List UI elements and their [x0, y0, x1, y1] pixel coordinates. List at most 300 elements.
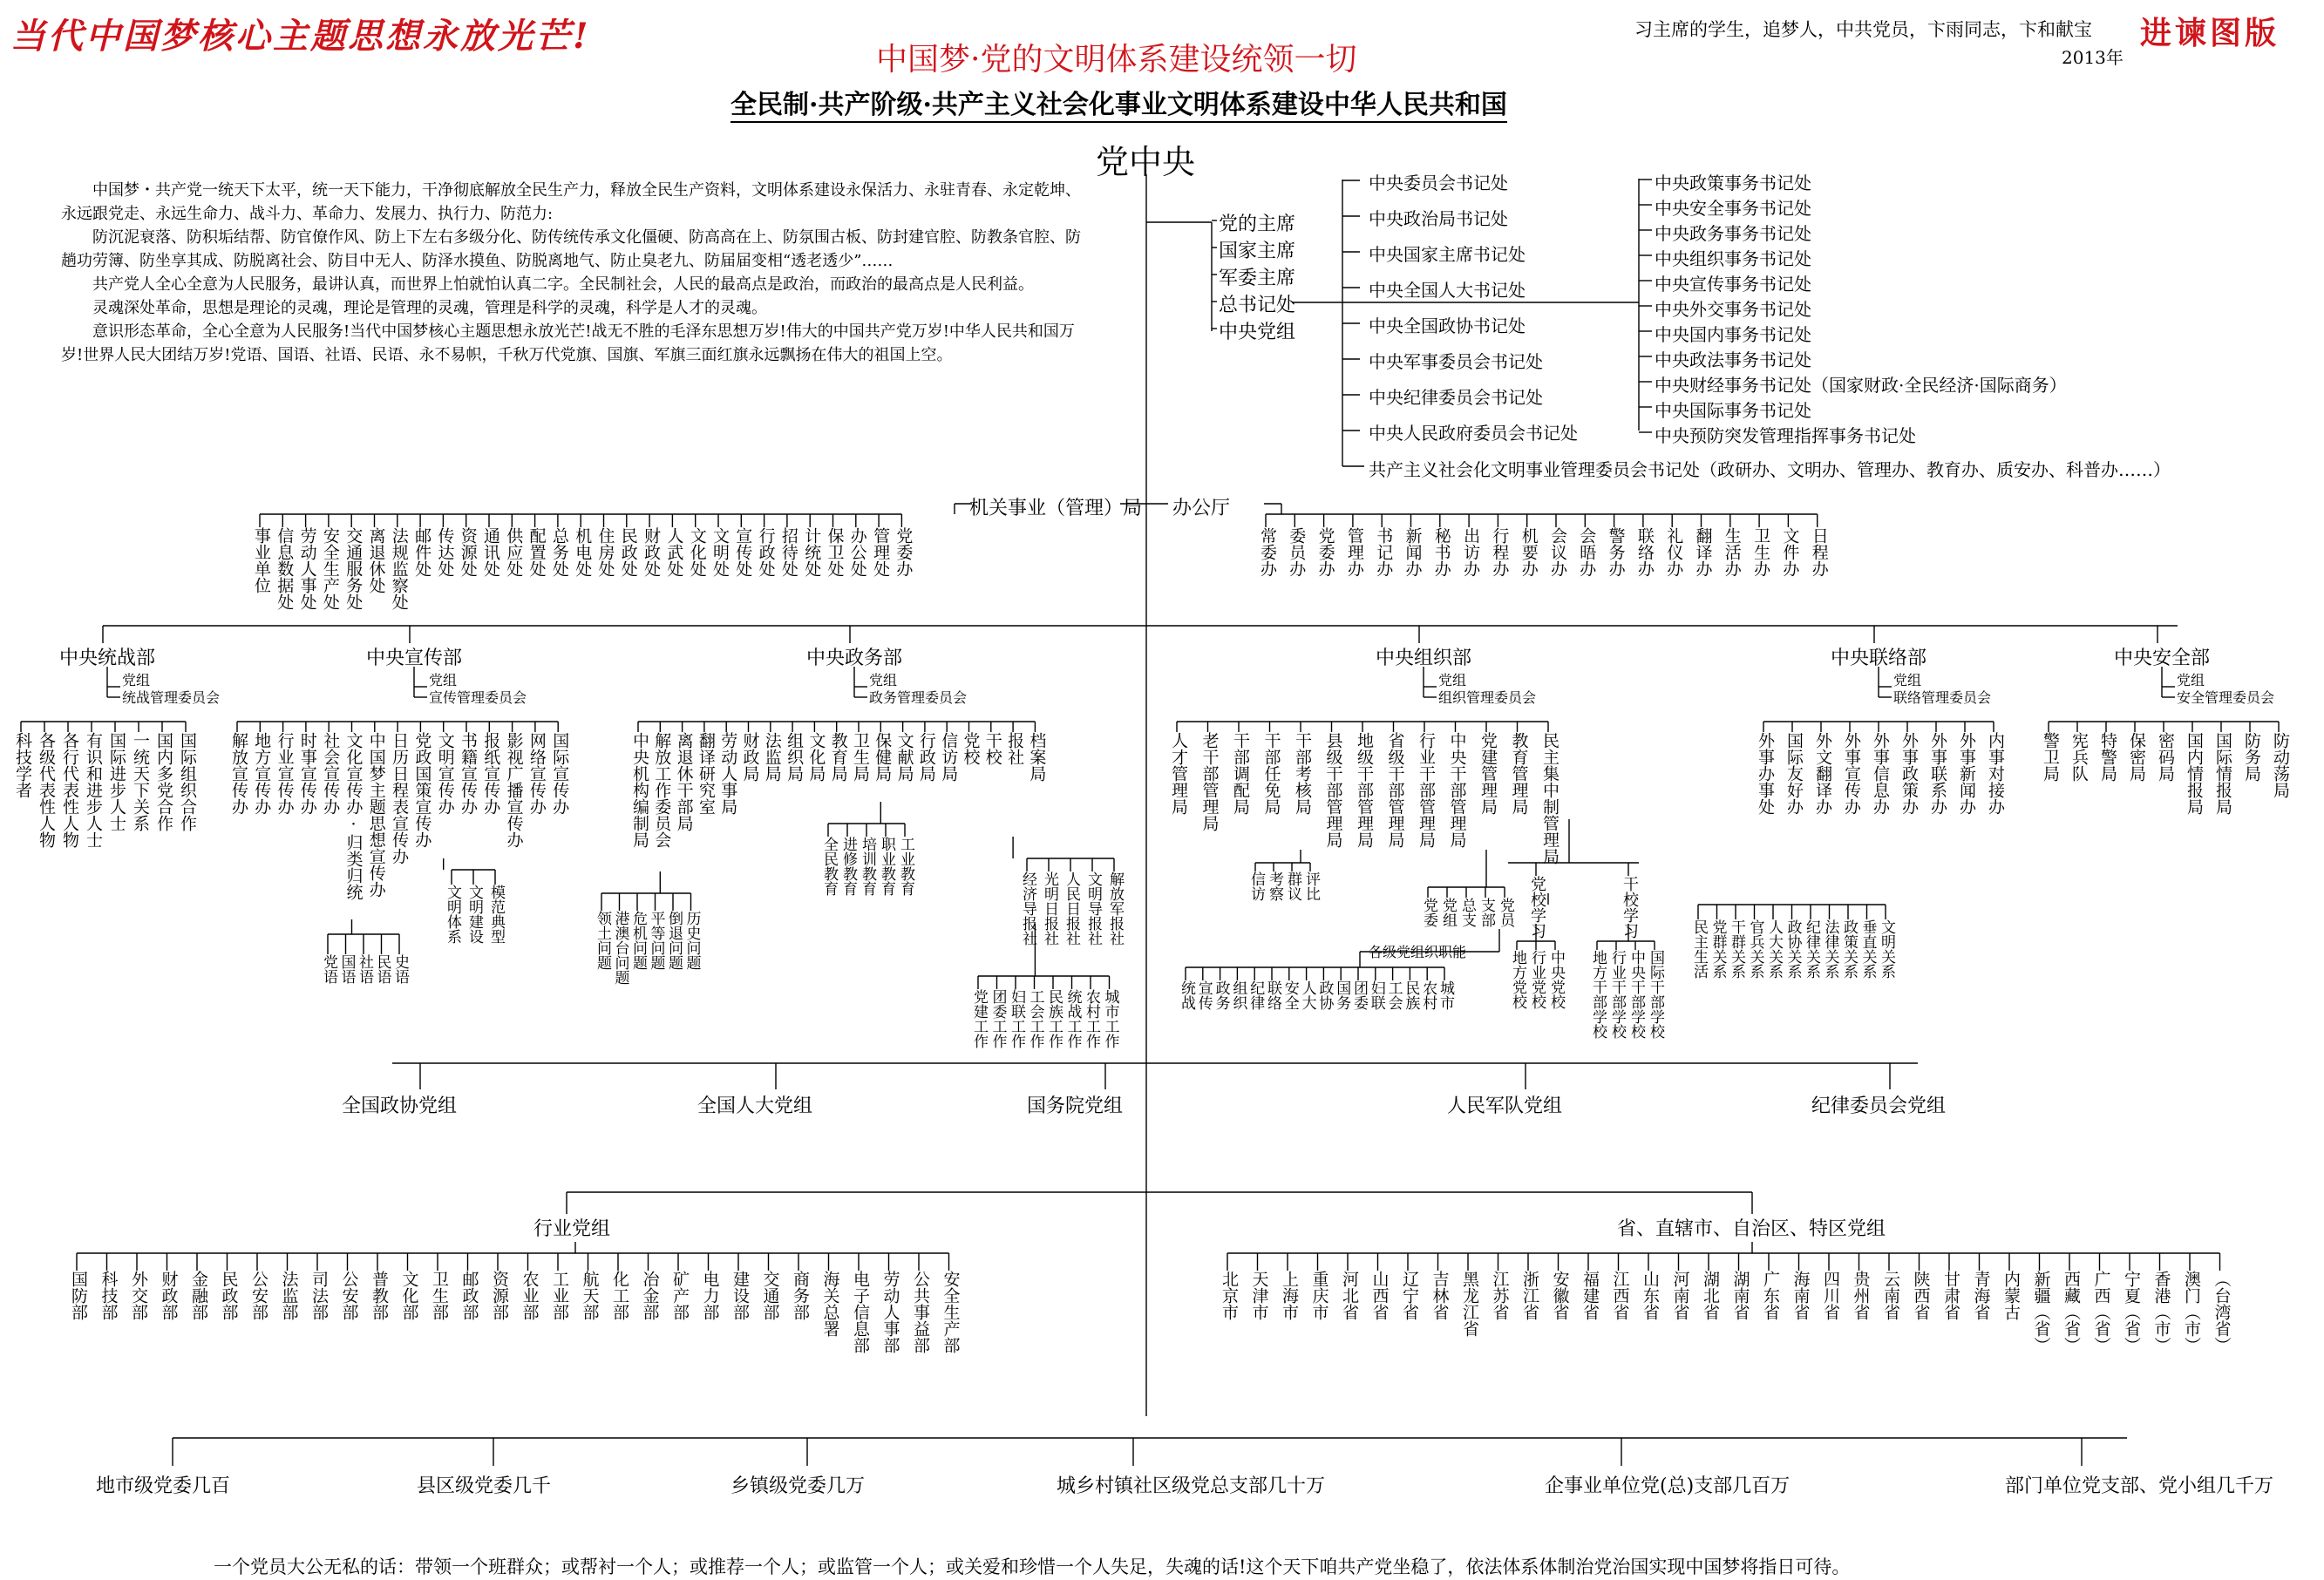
province-item: 黑龙江省 [1460, 1271, 1479, 1337]
jiguan-item: 机电处 [573, 527, 593, 577]
zuzhi-sub-item: 党组 [1439, 898, 1457, 927]
zhengwu-item: 中央机构编制局 [630, 732, 649, 848]
zhengwu-sub-item: 人民日报社 [1063, 871, 1080, 946]
secretariat-node: 中央全国人大书记处 [1369, 280, 1526, 301]
secretariat-node: 中央军事委员会书记处 [1369, 351, 1543, 372]
zuzhi-item: 中央干部管理局 [1447, 732, 1467, 848]
zuzhi-sub-item: 垂直关系 [1859, 919, 1877, 979]
industry-item: 航天部 [580, 1271, 600, 1320]
zhengwu-sub-item: 经济导报社 [1019, 871, 1036, 946]
zuzhi-sub-item: 总支 [1458, 898, 1476, 927]
zuzhi-sub-item: 中央党校 [1547, 950, 1565, 1009]
province-item: 青海省 [1971, 1271, 1991, 1320]
page-title: 中国梦·党的文明体系建设统领一切 [876, 42, 1357, 78]
zhengwu-item: 劳动人事局 [718, 732, 738, 815]
bangongting-item: 党委办 [1315, 527, 1335, 577]
zhengwu-sub-item: 培训教育 [859, 837, 876, 896]
intro-paragraph: 共产党人全心全意为人民服务，最讲认真，而世界上怕就怕认真二字。全民制社会，人民的最高点是政治，而政治的最高点是人民利益。 [92, 275, 1034, 294]
zhengwu-item: 组织局 [785, 732, 805, 782]
lianluo-item: 外事宣传办 [1842, 732, 1861, 815]
xuanchuan-sub-item: 模范典型 [487, 885, 505, 944]
xuanchuan-item: 行业宣传办 [275, 732, 295, 815]
zuzhi-item: 县级干部管理局 [1323, 732, 1343, 848]
zuzhi-sub-item: 政协 [1315, 980, 1334, 1010]
xuanchuan-sub-item: 党语 [320, 954, 337, 984]
jiguan-item: 人武处 [664, 527, 684, 577]
jiguan-item: 离退休处 [366, 527, 386, 593]
jiguan-item: 管理处 [871, 527, 891, 577]
zhengwu-item: 文献局 [894, 732, 914, 782]
zuzhi-sub-item: 团委 [1350, 980, 1368, 1010]
industry-item: 国防部 [69, 1271, 88, 1320]
committee-label: 安全管理委员会 [2177, 689, 2275, 706]
zhengwu-item: 卫生局 [851, 732, 870, 782]
industry-item: 金融部 [189, 1271, 208, 1320]
province-item: 北京市 [1220, 1271, 1239, 1320]
province-item: 云南省 [1881, 1271, 1900, 1320]
bangongting-item: 出访办 [1461, 527, 1481, 577]
xuanchuan-item: 网络宣传办 [527, 732, 547, 815]
xuanchuan-item: 影视广播宣传办 [504, 732, 524, 848]
zhengwu-item: 党校 [961, 732, 981, 765]
zuzhi-item: 民主集中制管理局 [1540, 732, 1560, 865]
lianluo-item: 外事政策办 [1899, 732, 1919, 815]
committee-label: 党组 [869, 672, 898, 688]
xuanchuan-item: 书籍宣传办 [459, 732, 478, 815]
zhengwu-sub-item: 党建工作 [970, 989, 988, 1048]
zuzhi-sub-item: 农村 [1419, 980, 1437, 1010]
department-node: 中央安全部 [2114, 648, 2211, 669]
party-group-node: 国务院党组 [1027, 1095, 1124, 1117]
lianluo-item: 外事联系办 [1928, 732, 1947, 815]
bangongting-item: 翻译办 [1693, 527, 1713, 577]
jiguan-item: 事业单位 [252, 527, 271, 593]
jiguan-item: 保卫处 [825, 527, 845, 577]
party-group-node: 纪律委员会党组 [1811, 1095, 1947, 1117]
province-item: 广东省 [1761, 1271, 1780, 1320]
zuzhi-sub-item: 国际干部学校 [1647, 950, 1664, 1039]
intro-paragraph: 意识形态革命，全心全意为人民服务!当代中国梦核心主题思想永放光芒!战无不胜的毛泽东思想万岁!伟大的中国共产党万岁!中华人民共和国万岁!世界人民大团结万岁!党语、国语、社语、民语、永不易帜，千秋万代党旗、国旗、军旗三面红旗永远飘扬在伟大的祖国上空。 [61, 322, 1075, 364]
jiguan-item: 安全生产处 [320, 527, 340, 610]
province-item: 西藏（省） [2062, 1271, 2081, 1353]
level-node: 企事业单位党(总)支部几百万 [1545, 1475, 1791, 1497]
zhengwu-item: 信访局 [939, 732, 959, 782]
zuzhi-sub-item: 国务 [1333, 980, 1351, 1010]
jiguan-item: 资源处 [458, 527, 478, 577]
zhengwu-item: 行政局 [916, 732, 936, 782]
brand-label: 进谏图版 [2140, 15, 2280, 51]
zhengwu-sub-item: 进修教育 [839, 837, 857, 896]
intro-paragraph: 灵魂深处革命，思想是理论的灵魂，理论是管理的灵魂，管理是科学的灵魂，科学是人才的灵魂。 [92, 299, 767, 317]
industry-item: 普教部 [370, 1271, 389, 1320]
industry-item: 劳动人事部 [880, 1271, 900, 1353]
zuzhi-sub-item: 中央干部学校 [1627, 950, 1645, 1039]
level-node: 县区级党委几千 [417, 1475, 552, 1497]
industry-item: 建设部 [730, 1271, 750, 1320]
jiguan-item: 文化处 [687, 527, 707, 577]
zuzhi-sub-item: 工会 [1384, 980, 1403, 1010]
zhengwu-sub-item: 农村工作 [1083, 989, 1100, 1048]
industry-item: 民政部 [219, 1271, 239, 1320]
bangongting-item: 会晤办 [1577, 527, 1597, 577]
slogan-left: 当代中国梦核心主题思想永放光芒! [10, 16, 591, 57]
zuzhi-sub-item: 干群关系 [1728, 919, 1745, 979]
industry-item: 电子信息部 [851, 1271, 870, 1353]
industry-item: 外交部 [129, 1271, 148, 1320]
affairs-node: 中央预防突发管理指挥事务书记处 [1655, 425, 1916, 446]
bangongting-item: 会议办 [1548, 527, 1567, 577]
lianluo-item: 国际友好办 [1784, 732, 1804, 815]
affairs-node: 中央外交事务书记处 [1655, 299, 1811, 320]
jiguan-item: 行政处 [756, 527, 776, 577]
zuzhi-sub-item: 政务 [1212, 980, 1230, 1010]
affairs-node: 中央政法事务书记处 [1655, 349, 1811, 370]
level-node: 地市级党委几百 [96, 1475, 231, 1497]
xuanchuan-item: 文明宣传办 [435, 732, 455, 815]
zuzhi-sub-item: 官兵关系 [1746, 919, 1764, 979]
zuzhi-sub-item: 评比 [1302, 871, 1320, 901]
affairs-node: 中央政策事务书记处 [1655, 173, 1811, 193]
jiguan-item: 文明处 [710, 527, 730, 577]
xuanchuan-item: 党政国策宣传办 [412, 732, 432, 848]
tongzhan-item: 有识和进步人士 [84, 732, 103, 848]
industry-item: 安全生产部 [941, 1271, 961, 1353]
party-group-node: 全国政协党组 [342, 1095, 458, 1117]
zuzhi-item: 人才管理局 [1169, 732, 1188, 815]
zuzhi-sub-item: 纪律 [1247, 980, 1265, 1010]
committee-label: 党组 [1438, 672, 1467, 688]
department-node: 中央政务部 [806, 648, 903, 669]
province-item: 上海市 [1280, 1271, 1299, 1320]
industry-node: 行业党组 [533, 1218, 611, 1240]
committee-label: 统战管理委员会 [122, 689, 221, 706]
province-node: 省、直辖市、自治区、特区党组 [1617, 1218, 1886, 1240]
lianluo-item: 外事信息办 [1871, 732, 1890, 815]
zuzhi-sub-item: 纪律关系 [1803, 919, 1820, 979]
xuanchuan-item: 日历日程表宣传办 [390, 732, 410, 865]
zhengwu-sub-item: 团委工作 [989, 989, 1007, 1048]
affairs-node: 中央国内事务书记处 [1655, 324, 1811, 345]
province-item: 江苏省 [1490, 1271, 1510, 1320]
province-item: 内蒙古 [2001, 1271, 2021, 1320]
province-item: 甘肃省 [1941, 1271, 1960, 1320]
province-item: 山东省 [1641, 1271, 1660, 1320]
year-label: 2013年 [2062, 47, 2124, 68]
xuanchuan-item: 文化宣传办·归类归统 [343, 732, 364, 900]
zhengwu-sub-item: 妇联工作 [1008, 989, 1025, 1048]
leader-node: 党的主席 [1219, 214, 1296, 235]
jiguan-item: 邮件处 [412, 527, 432, 577]
lianluo-item: 内事对接办 [1986, 732, 2005, 815]
footer-text: 一个党员大公无私的话：带领一个班群众；或帮衬一个人；或推荐一个人；或监管一个人；或关爱和珍惜一个人失足，失魂的话!这个天下咱共产党坐稳了，依法体系体制治党治国实现中国梦将指日可待。 [214, 1556, 1851, 1577]
zuzhi-sub-item: 信访 [1247, 871, 1265, 901]
jiguan-item: 通讯处 [481, 527, 500, 577]
zhengwu-sub-item: 领土问题 [594, 911, 611, 970]
zhengwu-sub-item: 解放军报社 [1106, 871, 1124, 946]
province-item: 安徽省 [1550, 1271, 1570, 1320]
province-item: 澳门（市） [2182, 1271, 2201, 1353]
anquan-item: 保密局 [2127, 732, 2146, 782]
bangongting-item: 卫生办 [1751, 527, 1771, 577]
zhengwu-item: 法监局 [762, 732, 782, 782]
industry-item: 财政部 [159, 1271, 179, 1320]
secretariat-node: 中央纪律委员会书记处 [1369, 387, 1543, 408]
province-item: 贵州省 [1851, 1271, 1871, 1320]
level-node: 部门单位党支部、党小组几千万 [2005, 1475, 2274, 1497]
zuzhi-sub-item: 民族 [1402, 980, 1420, 1010]
intro-text [61, 179, 1090, 367]
province-item: 福建省 [1580, 1271, 1600, 1320]
zuzhi-sub-item: 文明关系 [1878, 919, 1895, 979]
committee-label: 党组 [122, 672, 151, 688]
zuzhi-item: 干部考核局 [1293, 732, 1312, 815]
author-line: 习主席的学生，追梦人，中共党员，卞雨同志，卞和献宝 [1634, 19, 2092, 40]
zhengwu-sub-item: 文明导报社 [1084, 871, 1102, 946]
lianluo-item: 外文翻译办 [1813, 732, 1832, 815]
anquan-item: 国内情报局 [2185, 732, 2204, 815]
jiguan-item: 信息数据处 [275, 527, 295, 610]
zuzhi-item: 地级干部管理局 [1355, 732, 1374, 848]
commission-node: 共产主义社会化文明事业管理委员会书记处（政研办、文明办、管理办、教育办、质安办、科普办……） [1369, 459, 2171, 480]
committee-label: 政务管理委员会 [869, 689, 968, 706]
bangongting-item: 常委办 [1258, 527, 1277, 577]
anquan-item: 宪兵队 [2069, 732, 2089, 782]
level-node: 乡镇级党委几万 [730, 1475, 866, 1497]
industry-item: 公安部 [339, 1271, 359, 1320]
zuzhi-sub-item: 政策关系 [1840, 919, 1858, 979]
industry-item: 法监部 [279, 1271, 299, 1320]
zhengwu-sub-item: 工会工作 [1026, 989, 1044, 1048]
zhengwu-item: 解放工作委员会 [652, 732, 672, 848]
zhengwu-item: 保健局 [873, 732, 893, 782]
bangongting-item: 行程办 [1490, 527, 1510, 577]
zhengwu-sub-item: 民族工作 [1045, 989, 1063, 1048]
province-item: 新疆（省） [2031, 1271, 2051, 1353]
department-node: 中央统战部 [59, 648, 156, 669]
zuzhi-item: 老干部管理局 [1199, 732, 1220, 831]
zhengwu-sub-item: 职业教育 [878, 837, 895, 896]
committee-label: 宣传管理委员会 [429, 689, 527, 706]
tongzhan-item: 各行代表性人物 [60, 732, 79, 848]
xuanchuan-sub-item: 文明体系 [444, 885, 461, 944]
committee-label: 党组 [2177, 672, 2205, 688]
committee-label: 党组 [429, 672, 458, 688]
secretariat-node: 中央国家主席书记处 [1369, 244, 1526, 265]
party-group-node: 人民军队党组 [1447, 1095, 1563, 1117]
zuzhi-sub-item: 城市 [1437, 980, 1454, 1010]
zhengwu-sub-item: 光明日报社 [1041, 871, 1058, 946]
tongzhan-item: 国际组织合作 [178, 732, 197, 831]
root-node: 党中央 [1096, 143, 1196, 181]
jiguan-item: 交通服务处 [343, 527, 364, 610]
industry-item: 冶金部 [640, 1271, 660, 1320]
jiguan-item: 传达处 [435, 527, 455, 577]
industry-item: 邮政部 [459, 1271, 479, 1320]
anquan-item: 国际情报局 [2213, 732, 2232, 815]
zuzhi-sub-item: 地方干部学校 [1589, 950, 1607, 1039]
industry-item: 工业部 [550, 1271, 569, 1320]
zuzhi-sub-item: 考察 [1266, 871, 1283, 901]
zuzhi-sub-item: 民主生活 [1690, 919, 1708, 979]
bangongting-item: 秘书办 [1431, 527, 1451, 577]
intro-paragraph: 中国梦・共产党一统天下太平，统一天下能力，干净彻底解放全民生产力，释放全民生产资料，文明体系建设永保活力、永驻青春、永定乾坤、永远跟党走、永远生命力、战斗力、革命力、发展力、执行力、防范力: [61, 181, 1081, 223]
zuzhi-sub-item: 安全 [1281, 980, 1299, 1010]
jiguan-node: 机关事业（管理）局 [969, 498, 1143, 519]
zuzhi-sub-item: 党群关系 [1709, 919, 1727, 979]
jiguan-item: 财政处 [642, 527, 662, 577]
province-item: 河北省 [1340, 1271, 1359, 1320]
xuanchuan-sub-item: 国语 [337, 954, 356, 984]
zuzhi-sub-item: 党委 [1420, 898, 1437, 927]
zuzhi-sub-item: 政协关系 [1784, 919, 1802, 979]
zuzhi-item: 干部调配局 [1231, 732, 1250, 815]
zhengwu-sub-item: 平等问题 [647, 911, 665, 970]
industry-item: 卫生部 [430, 1271, 449, 1320]
leader-node: 国家主席 [1219, 241, 1296, 262]
xuanchuan-item: 时事宣传办 [297, 732, 317, 815]
zuzhi-sub-item: 党员 [1497, 898, 1514, 927]
industry-item: 商务部 [791, 1271, 810, 1320]
zuzhi-sub-item: 支部 [1478, 898, 1495, 927]
xuanchuan-item: 解放宣传办 [229, 732, 248, 815]
secretariat-node: 中央全国政协书记处 [1369, 315, 1526, 336]
province-item: 海南省 [1791, 1271, 1811, 1320]
jiguan-item: 住房处 [595, 527, 615, 577]
industry-item: 海关总署 [820, 1271, 840, 1337]
leader-node: 中央党组 [1219, 322, 1296, 343]
province-item: 重庆市 [1309, 1271, 1329, 1320]
xuanchuan-sub-item: 文明建设 [465, 885, 483, 944]
province-item: 陕西省 [1911, 1271, 1931, 1320]
affairs-node: 中央组织事务书记处 [1655, 248, 1811, 269]
zhengwu-item: 离退休干部局 [674, 732, 694, 831]
xuanchuan-item: 国际宣传办 [550, 732, 570, 815]
xuanchuan-sub-item: 民语 [373, 954, 391, 984]
department-node: 中央宣传部 [366, 648, 463, 669]
zuzhi-sub-item: 妇联 [1367, 980, 1385, 1010]
xuanchuan-item: 报纸宣传办 [481, 732, 501, 815]
zhengwu-item: 翻译研究室 [696, 732, 716, 815]
industry-item: 电力部 [700, 1271, 720, 1320]
tongzhan-item: 国际进步人士 [107, 732, 126, 831]
zhengwu-item: 教育局 [828, 732, 848, 782]
province-item: 浙江省 [1520, 1271, 1539, 1320]
jiguan-item: 党委办 [894, 527, 914, 577]
affairs-node: 中央政务事务书记处 [1655, 223, 1811, 244]
secretariat-node: 中央政治局书记处 [1369, 208, 1508, 229]
jiguan-item: 办公处 [847, 527, 867, 577]
bangongting-item: 礼仪办 [1664, 527, 1684, 577]
secretariat-node: 中央人民政府委员会书记处 [1369, 423, 1578, 444]
affairs-node: 中央安全事务书记处 [1655, 198, 1811, 219]
xuanchuan-sub-item: 史语 [391, 954, 409, 984]
bangongting-item: 管理办 [1344, 527, 1364, 577]
tongzhan-item: 一统天下关系 [131, 732, 150, 831]
zhengwu-sub-item: 统战工作 [1063, 989, 1082, 1048]
industry-item: 化工部 [610, 1271, 629, 1320]
industry-item: 公安部 [249, 1271, 268, 1320]
industry-item: 矿产部 [670, 1271, 690, 1320]
intro-paragraph: 防沉泥衰落、防积垢结帮、防官僚作风、防上下左右多级分化、防传统传承文化僵硬、防高高在上、防氛围古板、防封建官腔、防教条官腔、防趟功劳簿、防坐享其成、防脱离社会、防目中无人、防泽水摸鱼、防脱离地气、防止臭老九、防届届变相“透老透少”…… [61, 228, 1081, 270]
industry-item: 科技部 [99, 1271, 119, 1320]
department-node: 中央组织部 [1376, 648, 1472, 669]
tongzhan-item: 国内多党合作 [154, 732, 173, 831]
zhengwu-sub-item: 工业教育 [897, 837, 914, 896]
committee-label: 组织管理委员会 [1438, 689, 1537, 706]
zhengwu-sub-item: 城市工作 [1101, 989, 1119, 1048]
zuzhi-function-label: 各级党组织职能 [1369, 944, 1467, 960]
province-item: 江西省 [1610, 1271, 1630, 1320]
anquan-item: 特警局 [2098, 732, 2117, 782]
affairs-node: 中央宣传事务书记处 [1655, 274, 1811, 295]
tongzhan-item: 各级代表性人物 [37, 732, 56, 848]
zuzhi-sub-item: 行业党校 [1528, 950, 1546, 1009]
province-item: （台湾省） [2212, 1271, 2232, 1353]
industry-item: 农业部 [520, 1271, 540, 1320]
bangongting-item: 文件办 [1780, 527, 1800, 577]
jiguan-item: 计统处 [802, 527, 822, 577]
zuzhi-item: 干部任免局 [1261, 732, 1281, 815]
industry-item: 文化部 [399, 1271, 419, 1320]
jiguan-item: 宣传处 [733, 527, 753, 577]
xuanchuan-item: 中国梦主题思想宣传办 [366, 732, 386, 898]
department-node: 中央联络部 [1831, 648, 1927, 669]
zhengwu-sub-item: 全民教育 [820, 837, 838, 896]
bangongting-item: 机要办 [1519, 527, 1539, 577]
province-item: 天津市 [1249, 1271, 1269, 1320]
jiguan-item: 招待处 [778, 527, 798, 577]
industry-item: 资源部 [490, 1271, 509, 1320]
province-item: 湖南省 [1730, 1271, 1750, 1320]
province-item: 宁夏（省） [2122, 1271, 2141, 1353]
zuzhi-sub-item: 群议 [1284, 871, 1301, 901]
leader-node: 军委主席 [1219, 268, 1296, 289]
province-item: 吉林省 [1430, 1271, 1450, 1320]
zhengwu-sub-item: 港澳台问题 [611, 911, 629, 985]
zuzhi-item: 省级干部管理局 [1385, 732, 1405, 848]
lianluo-item: 外事办事处 [1756, 732, 1775, 815]
committee-label: 联络管理委员会 [1893, 689, 1992, 706]
bangongting-item: 新闻办 [1403, 527, 1423, 577]
industry-item: 公共事益部 [911, 1271, 930, 1353]
level-node: 城乡村镇社区级党总支部几十万 [1057, 1475, 1326, 1497]
zhengwu-sub-item: 历史问题 [683, 911, 701, 970]
leader-node: 总书记处 [1219, 295, 1296, 316]
zuzhi-sub-item: 联络 [1264, 980, 1281, 1010]
zuzhi-item: 教育管理局 [1509, 732, 1529, 815]
zuzhi-sub-item: 党校学习 [1528, 876, 1546, 939]
jiguan-item: 法规监察处 [389, 527, 409, 610]
zuzhi-sub-item: 行业干部学校 [1608, 950, 1626, 1039]
industry-item: 司法部 [309, 1271, 329, 1320]
party-group-node: 全国人大党组 [697, 1095, 813, 1117]
industry-item: 交通部 [760, 1271, 780, 1320]
anquan-item: 防务局 [2242, 732, 2261, 782]
anquan-item: 防动荡局 [2271, 732, 2290, 798]
bangongting-item: 日程办 [1809, 527, 1829, 577]
bangongting-item: 委员办 [1287, 527, 1307, 577]
zhengwu-item: 财政局 [740, 732, 760, 782]
zuzhi-item: 党建管理局 [1478, 732, 1498, 815]
jiguan-item: 民政处 [618, 527, 638, 577]
jiguan-item: 劳动人事处 [297, 527, 317, 610]
secretariat-node: 中央委员会书记处 [1369, 173, 1508, 193]
anquan-item: 密码局 [2156, 732, 2175, 782]
bangongting-item: 警务办 [1606, 527, 1626, 577]
zhengwu-item: 干校 [982, 732, 1002, 765]
bangongting-item: 书记办 [1374, 527, 1394, 577]
jiguan-item: 配置处 [527, 527, 547, 577]
